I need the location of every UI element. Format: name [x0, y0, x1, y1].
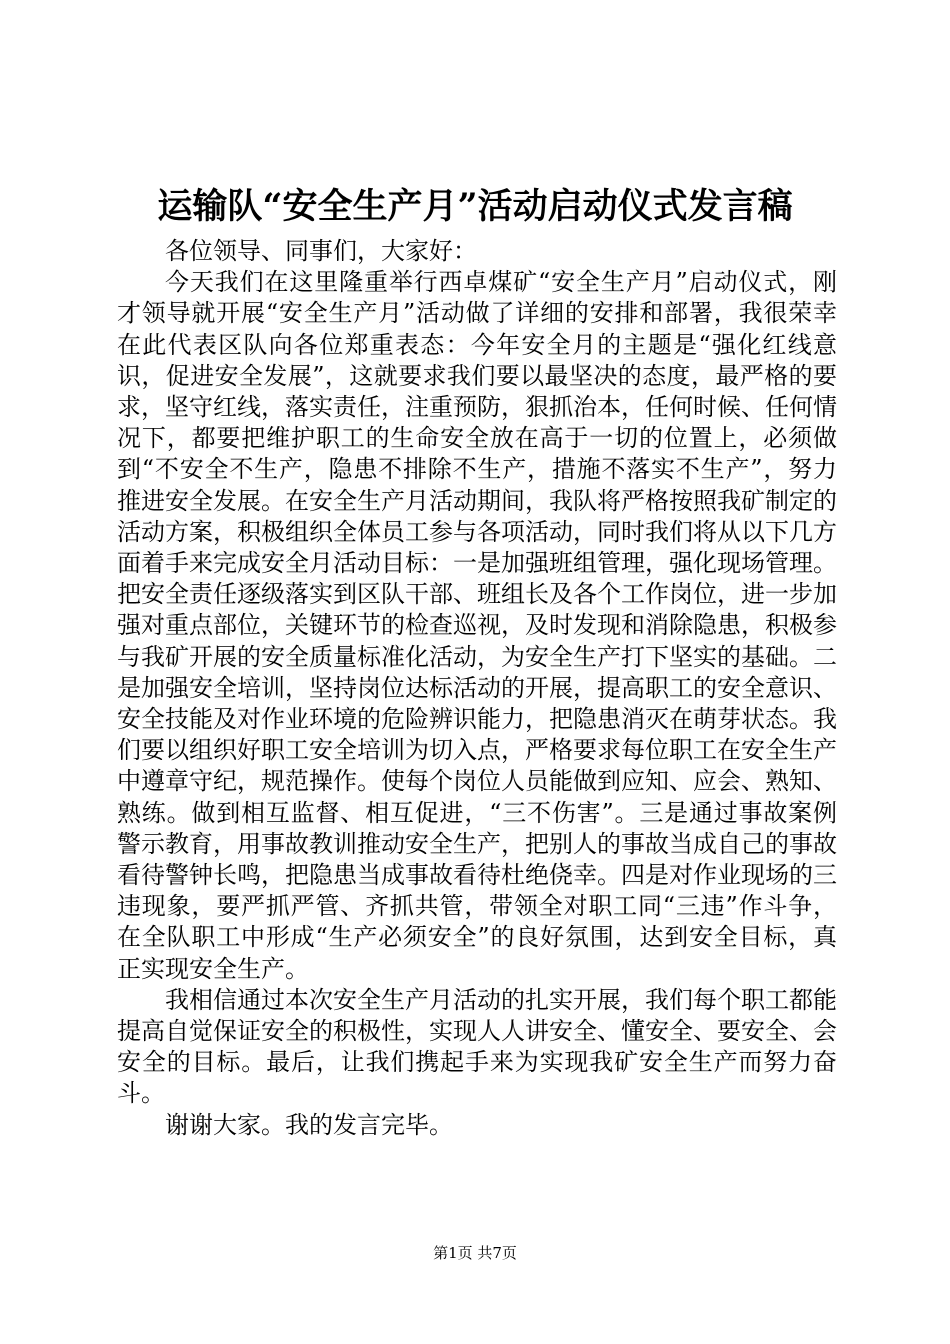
paragraph-conclusion: 我相信通过本次安全生产月活动的扎实开展，我们每个职工都能提高自觉保证安全的积极性，实现人人讲安全、懂安全、要安全、会安全的目标。最后，让我们携起手来为实现我矿安全生产而努力奋斗。 — [117, 985, 837, 1108]
page-footer: 第1页 共7页 — [433, 1244, 517, 1262]
paragraph-greeting: 各位领导、同事们，大家好： — [165, 237, 477, 265]
document-title: 运输队“安全生产月”活动启动仪式发言稿 — [157, 186, 793, 227]
paragraph-main: 今天我们在这里隆重举行西卓煤矿“安全生产月”启动仪式，刚才领导就开展“安全生产月”活动做了详细的安排和部署，我很荣幸在此代表区队向各位郑重表态：今年安全月的主题是“强化红线意识，促进安全发展”，这就要求我们要以最坚决的态度，最严格的要求，坚守红线，落实责任，注重预防，狠抓治本，任何时候、任何情况下，都要把维护职工的生命安全放在高于一切的位置上，必须做到“不安全不生产，隐患不排除不生产，措施不落实不生产”，努力推进安全发展。在安全生产月活动期间，我队将严格按照我矿制定的活动方案，积极组织全体员工参与各项活动，同时我们将从以下几方面着手来完成安全月活动目标：一是加强班组管理，强化现场管理。把安全责任逐级落实到区队干部、班组长及各个工作岗位，进一步加强对重点部位，关键环节的检查巡视，及时发现和消除隐患，积极参与我矿开展的安全质量标准化活动，为安全生产打下坚实的基础。二是加强安全培训，坚持岗位达标活动的开展，提高职工的安全意识、安全技能及对作业环境的危险辨识能力，把隐患消灭在萌芽状态。我们要以组织好职工安全培训为切入点，严格要求每位职工在安全生产中遵章守纪，规范操作。使每个岗位人员能做到应知、应会、熟知、熟练。做到相互监督、相互促进，“三不伤害”。三是通过事故案例警示教育，用事故教训推动安全生产，把别人的事故当成自己的事故看待警钟长鸣，把隐患当成事故看待杜绝侥幸。四是对作业现场的三违现象，要严抓严管、齐抓共管，带领全对职工同“三违”作斗争，在全队职工中形成“生产必须安全”的良好氛围，达到安全目标，真正实现安全生产。 — [117, 268, 837, 983]
document-body — [117, 236, 837, 1141]
paragraph-closing: 谢谢大家。我的发言完毕。 — [165, 1110, 453, 1139]
